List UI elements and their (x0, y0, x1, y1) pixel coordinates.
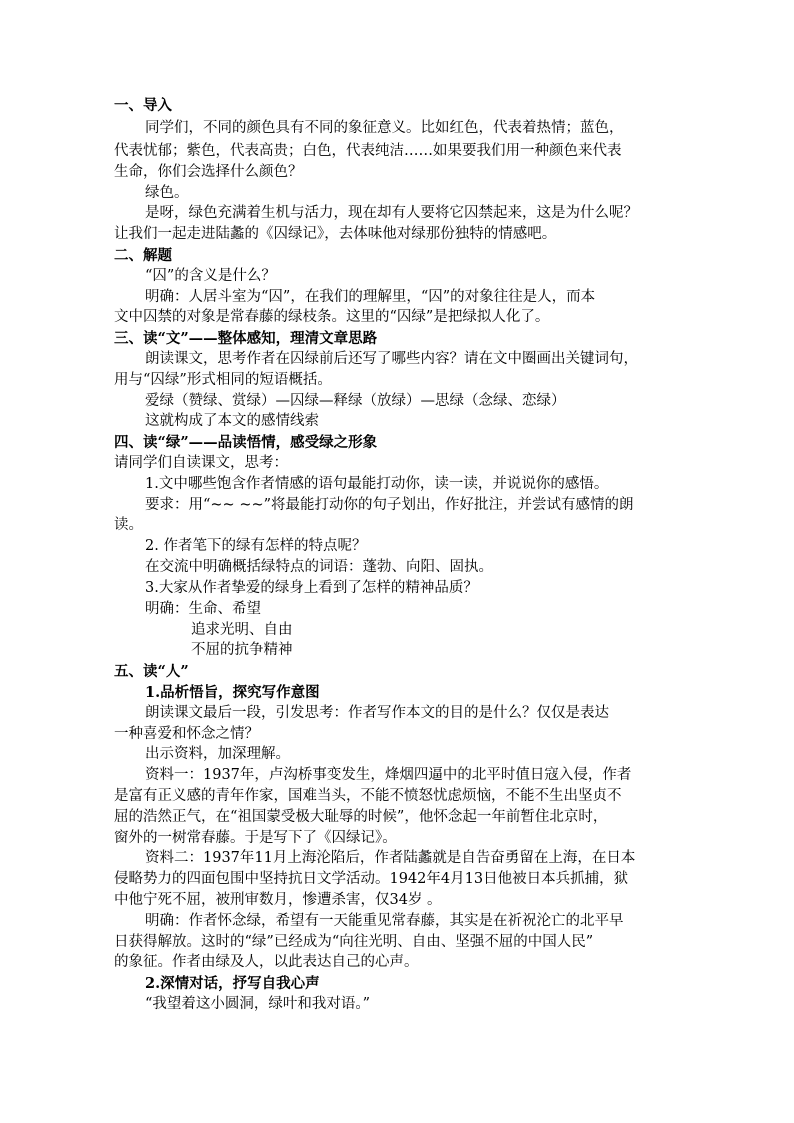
paragraph-line: 要求：用“~~ ~~”将最能打动你的句子划出，作好批注，并尝试有感情的朗 (145, 497, 634, 513)
paragraph-line: 侵略势力的四面包围中坚持抗日文学活动。1942年4月13日他被日本兵抓捕，狱 (114, 871, 629, 887)
paragraph-line: 中他宁死不屈，被刑审数月，惨遭杀害，仅34岁 。 (114, 892, 442, 908)
paragraph-line: 资料二：1937年11月上海沦陷后，作者陆蠡就是自告奋勇留在上海，在日本 (145, 850, 636, 866)
paragraph-line: 在交流中明确概括绿特点的词语：蓬勃、向阳、固执。 (145, 559, 493, 575)
paragraph-line: 不屈的抗争精神 (191, 642, 293, 658)
paragraph-line: 的象征。作者由绿及人，以此表达自己的心声。 (114, 954, 419, 970)
paragraph-line: 代表忧郁；紫色，代表高贵；白色，代表纯洁……如果要我们用一种颜色来代表 (114, 143, 622, 159)
paragraph-line: 一种喜爱和怀念之情？ (114, 726, 259, 742)
paragraph-line: 读。 (114, 517, 143, 533)
quote-line: “我望着这小圆洞，绿叶和我对语。” (145, 996, 371, 1012)
paragraph-line: 爱绿（赞绿、赏绿）—囚绿—释绿（放绿）—思绿（念绿、恋绿） (145, 393, 566, 409)
paragraph-line: 生命，你们会选择什么颜色？ (114, 164, 303, 180)
section-heading-read-person: 五、读“人” (114, 663, 189, 680)
section-heading-title: 二、解题 (114, 247, 172, 264)
question-line: 2. 作者笔下的绿有怎样的特点呢？ (145, 538, 367, 554)
section-heading-intro: 一、导入 (114, 97, 172, 114)
paragraph-line: 请同学们自读课文，思考： (114, 455, 288, 471)
paragraph-line: 日获得解放。这时的“绿”已经成为“向往光明、自由、坚强不屈的中国人民” (114, 934, 594, 950)
paragraph-line: 朗读课文最后一段，引发思考：作者写作本文的目的是什么？仅仅是表达 (145, 705, 609, 721)
paragraph-line: 追求光明、自由 (191, 622, 293, 638)
paragraph-line: 明确：作者怀念绿，希望有一天能重见常春藤，其实是在祈祝沦亡的北平早 (145, 913, 624, 929)
paragraph-line: 这就构成了本文的感情线索 (145, 413, 319, 429)
question-line: 3.大家从作者挚爱的绿身上看到了怎样的精神品质？ (145, 580, 478, 596)
paragraph-line: 文中囚禁的对象是常春藤的绿枝条。这里的“囚绿”是把绿拟人化了。 (114, 309, 550, 325)
section-heading-read-green: 四、读“绿”——品读悟情，感受绿之形象 (114, 434, 378, 451)
paragraph-line: 同学们，不同的颜色具有不同的象征意义。比如红色，代表着热情；蓝色， (145, 120, 624, 136)
paragraph-line: 明确：人居斗室为“囚”，在我们的理解里，“囚”的对象往往是人，而本 (145, 289, 596, 305)
paragraph-line: “囚”的含义是什么？ (145, 268, 276, 284)
paragraph-line: 用与“囚绿”形式相同的短语概括。 (114, 372, 332, 388)
paragraph-line: 朗读课文，思考作者在囚绿前后还写了哪些内容？请在文中圈画出关键词句， (145, 351, 638, 367)
paragraph-line: 绿色。 (145, 185, 189, 201)
paragraph-line: 窗外的一树常春藤。于是写下了《囚绿记》。 (114, 830, 397, 846)
paragraph-line: 让我们一起走进陆蠡的《囚绿记》，去体味他对绿那份独特的情感吧。 (114, 226, 557, 242)
paragraph-line: 资料一：1937年，卢沟桥事变发生，烽烟四逼中的北平时值日寇入侵，作者 (145, 767, 632, 783)
paragraph-line: 屈的浩然正气，在“祖国蒙受极大耻辱的时候”，他怀念起一年前暂住北京时， (114, 809, 608, 825)
question-line: 1.文中哪些饱含作者情感的语句最能打动你，读一读，并说说你的感悟。 (145, 476, 609, 492)
section-heading-read-text: 三、读“文”——整体感知，理清文章思路 (114, 330, 378, 347)
paragraph-line: 是呀，绿色充满着生机与活力，现在却有人要将它囚禁起来，这是为什么呢？ (145, 205, 638, 221)
paragraph-line: 是富有正义感的青年作家，国难当头，不能不愤怒忧虑烦恼，不能不生出坚贞不 (114, 788, 622, 804)
subheading: 1.品析悟旨，探究写作意图 (145, 684, 320, 701)
paragraph-line: 明确：生命、希望 (145, 601, 261, 617)
subheading: 2.深情对话，抒写自我心声 (145, 975, 320, 992)
paragraph-line: 出示资料，加深理解。 (145, 746, 290, 762)
